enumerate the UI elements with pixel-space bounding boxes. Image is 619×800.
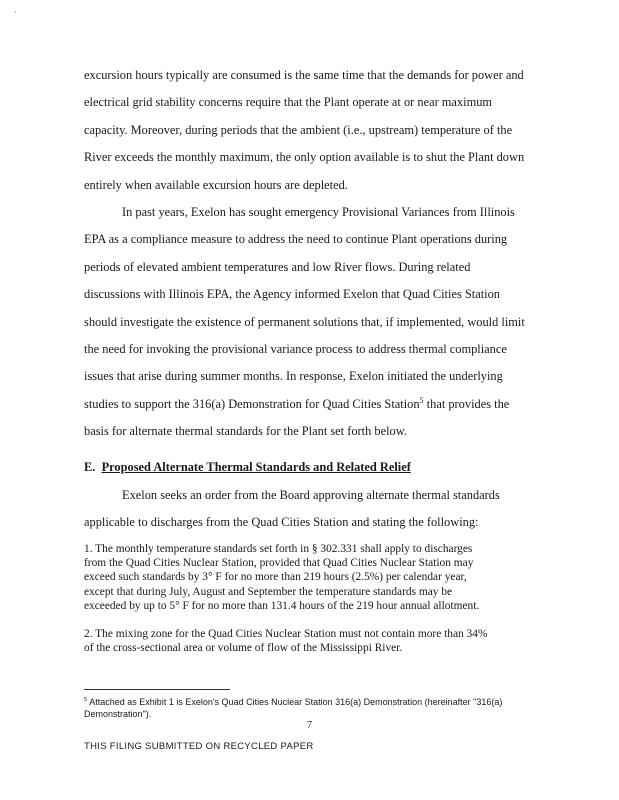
text-line: entirely when available excursion hours are depleted. bbox=[84, 177, 348, 192]
text-line: EPA as a compliance measure to address the need to continue Plant operations during bbox=[84, 232, 508, 247]
text-line: basis for alternate thermal standards for the Plant set forth below. bbox=[84, 424, 407, 439]
text-line: Demonstration"). bbox=[84, 709, 152, 719]
text-line: periods of elevated ambient temperatures and low River flows. During related bbox=[84, 259, 471, 274]
text-line-start: studies to support the 316(a) Demonstration for Quad Cities Station bbox=[84, 396, 420, 411]
paragraph-request bbox=[84, 482, 524, 537]
text-line: the need for invoking the provisional variance process to address thermal compliance bbox=[84, 342, 507, 357]
relief-item-2 bbox=[84, 627, 524, 655]
footnote bbox=[84, 696, 524, 720]
text-line: exceed such standards by 3° F for no more than 219 hours (2.5%) per calendar year, bbox=[84, 571, 467, 584]
corner-mark: · bbox=[14, 8, 17, 17]
paragraph-past-years bbox=[84, 199, 524, 446]
text-line: from the Quad Cities Nuclear Station, provided that Quad Cities Nuclear Station may bbox=[84, 557, 474, 570]
text-line: electrical grid stability concerns require that the Plant operate at or near maximum bbox=[84, 95, 493, 110]
footnote-reference[interactable]: 5 bbox=[419, 395, 424, 405]
text-line: except that during July, August and September the temperature standards may be bbox=[84, 585, 453, 598]
page-number: 7 bbox=[307, 720, 312, 731]
section-number: E. bbox=[84, 460, 96, 474]
text-line: issues that arise during summer months. In response, Exelon initiated the underlying bbox=[84, 369, 503, 384]
text-line bbox=[84, 696, 524, 708]
paragraph-continuation bbox=[84, 62, 524, 199]
section-title: Proposed Alternate Thermal Standards and Related Relief bbox=[101, 460, 411, 474]
text-line: Exelon seeks an order from the Board approving alternate thermal standards bbox=[122, 488, 500, 502]
text-line: capacity. Moreover, during periods that the ambient (i.e., upstream) temperature of the bbox=[84, 122, 513, 137]
footnote-marker: 5 bbox=[84, 697, 88, 703]
footnote-divider bbox=[84, 689, 230, 690]
text-line: excursion hours typically are consumed is the same time that the demands for power and bbox=[84, 68, 524, 82]
relief-item-1 bbox=[84, 542, 524, 613]
section-heading bbox=[84, 460, 411, 475]
text-line: 1. The monthly temperature standards set forth in § 302.331 shall apply to discharges bbox=[84, 543, 473, 555]
text-line bbox=[84, 391, 524, 418]
text-line: In past years, Exelon has sought emergency Provisional Variances from Illinois bbox=[122, 205, 515, 219]
text-line: 2. The mixing zone for the Quad Cities Nuclear Station must not contain more than 34% bbox=[84, 628, 488, 640]
text-line: River exceeds the monthly maximum, the only option available is to shut the Plant down bbox=[84, 150, 525, 165]
text-line: discussions with Illinois EPA, the Agency informed Exelon that Quad Cities Station bbox=[84, 287, 500, 302]
text-line-end: that provides the bbox=[423, 396, 510, 411]
text-line: applicable to discharges from the Quad Cities Station and stating the following: bbox=[84, 515, 479, 530]
footnote-text: Attached as Exhibit 1 is Exelon's Quad Cities Nuclear Station 316(a) Demonstration (hereinafter "316(a) bbox=[87, 697, 503, 707]
text-line: should investigate the existence of permanent solutions that, if implemented, would limit bbox=[84, 314, 525, 329]
text-line: of the cross-sectional area or volume of flow of the Mississippi River. bbox=[84, 642, 403, 655]
footer-recycled-paper: THIS FILING SUBMITTED ON RECYCLED PAPER bbox=[84, 741, 314, 752]
text-line: exceeded by up to 5° F for no more than 131.4 hours of the 219 hour annual allotment. bbox=[84, 599, 480, 612]
